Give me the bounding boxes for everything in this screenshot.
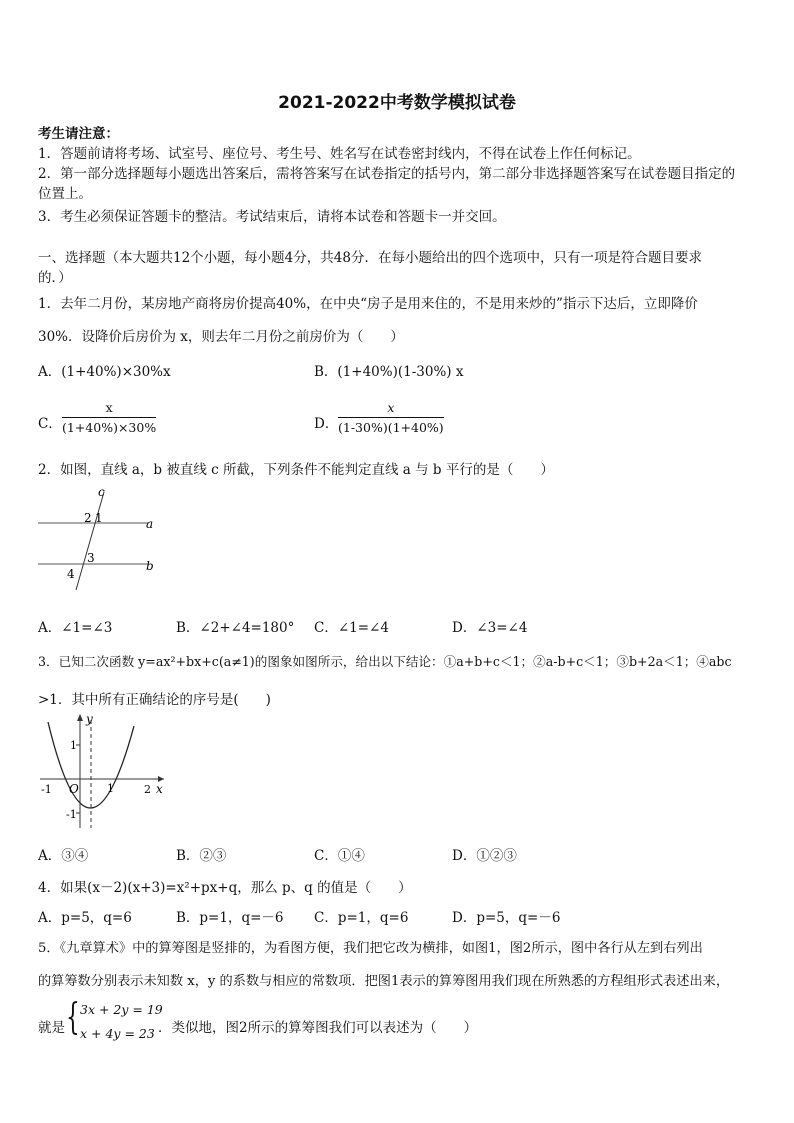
- y-tick-1: 1: [70, 739, 77, 752]
- angle-4-label: 4: [67, 567, 75, 581]
- q2-stem: 2．如图，直线 a，b 被直线 c 所截，下列条件不能判定直线 a 与 b 平行的是（ ）: [38, 462, 554, 478]
- q4-option-c: C．p=1，q=6: [314, 910, 409, 926]
- q1-option-d-numerator: x: [387, 400, 395, 415]
- origin-label: O: [69, 782, 79, 796]
- label-b: b: [146, 559, 154, 573]
- q2-option-c: C．∠1=∠4: [314, 620, 389, 636]
- q3-option-b: B．②③: [176, 848, 227, 864]
- q5-stem-cont: 的算筹数分别表示未知数 x，y 的系数与相应的常数项．把图1表示的算筹图用我们现在所熟悉的方程组形式表述出来，: [38, 974, 730, 989]
- notice-item-2-cont: 位置上。: [38, 186, 92, 202]
- q5-equation-2: x + 4y = 23: [80, 1026, 155, 1041]
- section-heading-cont: 的．）: [38, 270, 72, 286]
- q4-option-b: B．p=1，q=－6: [176, 910, 284, 926]
- q3-stem: 3．已知二次函数 y=ax²+bx+c(a≠1)的图象如图所示，给出以下结论：①a+b+c＜1；②a-b+c＜1；③b+2a＜1；④abc: [38, 654, 732, 669]
- q1-option-a: A．(1+40%)×30%x: [38, 364, 171, 380]
- x-tick-1: 1: [107, 782, 114, 795]
- q4-stem: 4．如果(x－2)(x+3)=x²+px+q，那么 p、q 的值是（ ）: [38, 880, 412, 896]
- notice-item-1: 1．答题前请将考场、试室号、座位号、考生号、姓名写在试卷密封线内，不得在试卷上作任何标记。: [38, 146, 641, 162]
- q1-stem: 1．去年二月份，某房地产商将房价提高40%，在中央“房子是用来住的，不是用来炒的”指示下达后，立即降价: [38, 296, 698, 312]
- label-c: c: [98, 485, 105, 499]
- q5-equation-1: 3x + 2y = 19: [80, 1002, 163, 1017]
- q1-stem-cont: 30%．设降价后房价为 x，则去年二月份之前房价为（ ）: [38, 329, 404, 345]
- q3-option-c: C．①④: [314, 848, 365, 864]
- x-axis-label: x: [156, 782, 163, 796]
- x-tick-2: 2: [144, 783, 151, 796]
- angle-2-label: 2: [84, 511, 92, 525]
- q3-option-d: D．①②③: [452, 848, 517, 864]
- q3-stem-cont: >1．其中所有正确结论的序号是( ): [38, 692, 271, 708]
- notice-item-2: 2．第一部分选择题每小题选出答案后，需将答案写在试卷指定的括号内，第二部分非选择题答案写在试卷题目指定的: [38, 166, 736, 182]
- q5-stem: 5．《九章算术》中的算筹图是竖排的，为看图方便，我们把它改为横排，如图1，图2所示，图中各行从左到右列出: [38, 941, 703, 956]
- notice-item-3: 3．考生必须保证答题卡的整洁。考试结束后，请将本试卷和答题卡一并交回。: [38, 209, 506, 225]
- q4-option-a: A．p=5，q=6: [38, 910, 132, 926]
- q1-option-c-fraction: [62, 400, 156, 435]
- parallel-lines-figure: [36, 484, 162, 604]
- section-heading: 一、选择题（本大题共12个小题，每小题4分，共48分．在每小题给出的四个选项中，只有一项是符合题目要求: [38, 250, 702, 266]
- system-brace: {: [66, 997, 80, 1038]
- q4-option-d: D．p=5，q=－6: [452, 910, 561, 926]
- angle-1-label: 1: [95, 511, 103, 525]
- q1-option-d-label: D．: [314, 416, 339, 432]
- q5-lead: 就是: [38, 1020, 65, 1036]
- q5-tail: ．类似地，图2所示的算筹图我们可以表述为（ ）: [158, 1020, 478, 1036]
- y-tick-neg-1: -1: [66, 808, 77, 821]
- x-tick-neg-1: -1: [41, 783, 52, 796]
- parabola-figure: [36, 710, 166, 832]
- q1-option-c-denominator: (1+40%)×30%: [62, 417, 156, 435]
- label-a: a: [146, 517, 154, 531]
- q1-option-d-fraction: [338, 400, 444, 435]
- q1-option-c-label: C．: [38, 416, 62, 432]
- y-axis-label: y: [86, 712, 93, 726]
- page-title: 2021-2022中考数学模拟试卷: [278, 93, 516, 113]
- q1-option-c-numerator: x: [105, 400, 113, 415]
- q2-option-b: B．∠2+∠4=180°: [176, 620, 295, 636]
- q2-option-d: D．∠3=∠4: [452, 620, 528, 636]
- q2-option-a: A．∠1=∠3: [38, 620, 113, 636]
- q1-option-d-denominator: (1-30%)(1+40%): [338, 417, 444, 435]
- angle-3-label: 3: [87, 551, 95, 565]
- q3-option-a: A．③④: [38, 848, 89, 864]
- notice-heading: 考生请注意：: [38, 126, 119, 142]
- q1-option-b: B．(1+40%)(1-30%) x: [314, 364, 464, 380]
